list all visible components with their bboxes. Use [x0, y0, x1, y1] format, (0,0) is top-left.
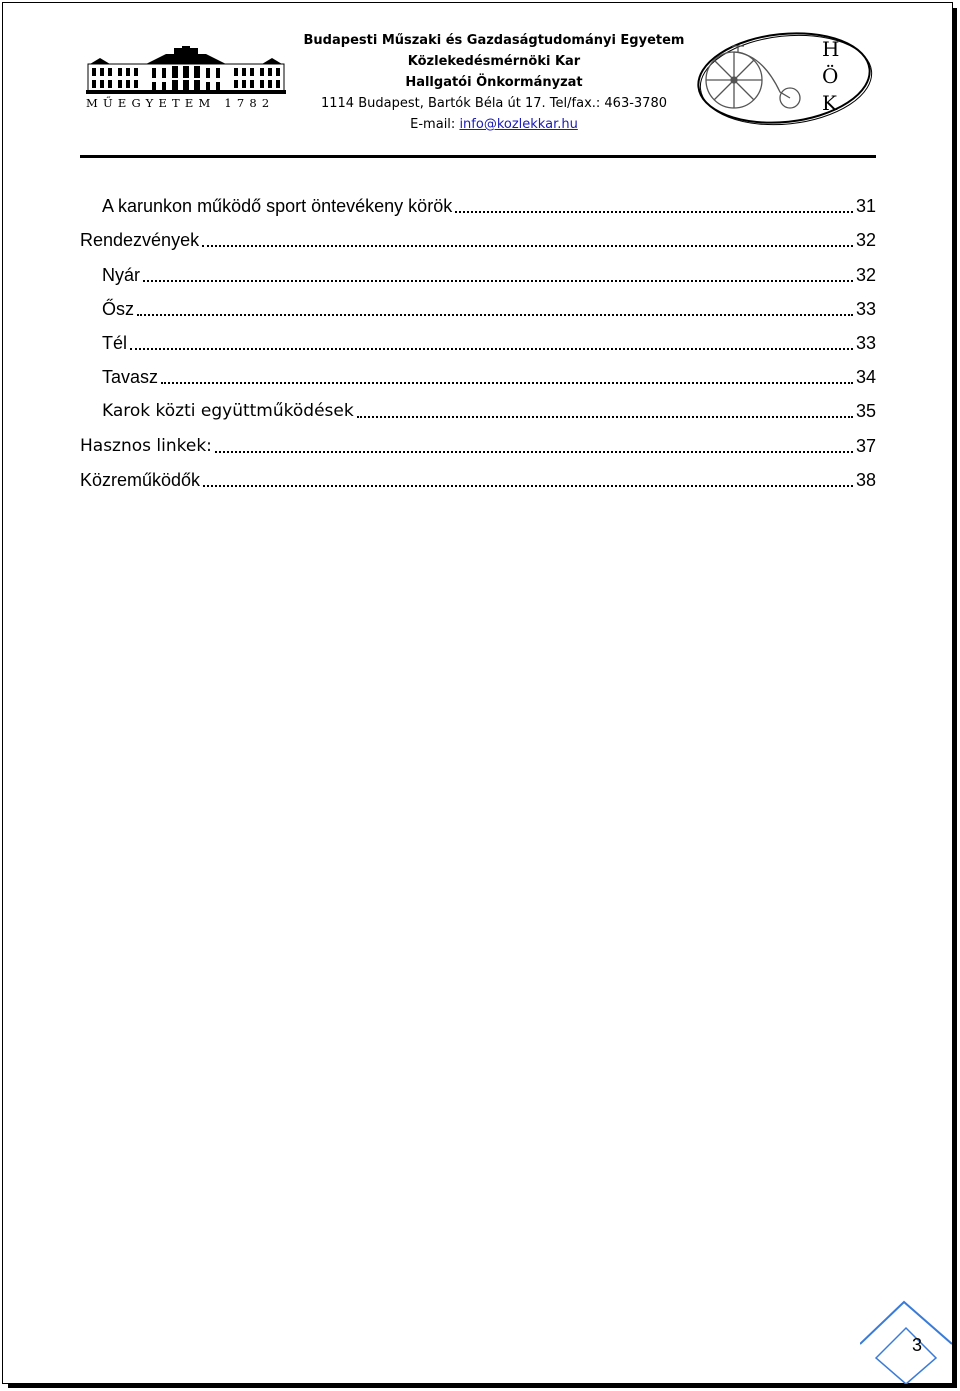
- hok-logo: [692, 28, 874, 130]
- toc-entry-title: A karunkon működő sport öntevékeny körök: [102, 196, 453, 217]
- hok-letter-h: H: [822, 37, 840, 61]
- toc-entry-title: Tavasz: [102, 367, 159, 388]
- organization-info: [294, 30, 694, 135]
- toc-entry-page: 32: [855, 230, 876, 251]
- address: 1114 Budapest, Bartók Béla út 17. Tel/fax.: 463-3780: [320, 96, 667, 111]
- table-of-contents: [80, 183, 876, 491]
- email-label: E-mail:: [410, 117, 456, 132]
- toc-entry[interactable]: [80, 286, 876, 320]
- toc-entry[interactable]: [80, 457, 876, 491]
- toc-entry[interactable]: [80, 354, 876, 388]
- bme-wordmark: MŰEGYETEM 1782: [86, 96, 275, 110]
- toc-entry-page: 34: [855, 367, 876, 388]
- toc-entry-title: Tél: [102, 332, 128, 353]
- toc-entry-title: Karok közti együttműködések: [102, 401, 354, 422]
- toc-entry[interactable]: [80, 320, 876, 354]
- toc-entry-page: 31: [855, 196, 876, 217]
- toc-dot-leader: [357, 408, 853, 418]
- toc-entry[interactable]: [80, 422, 876, 456]
- toc-entry-title: Közreműködők: [80, 469, 201, 490]
- penny-farthing-bicycle-icon: [706, 46, 800, 108]
- toc-entry-title: Hasznos linkek:: [80, 435, 212, 456]
- email-link[interactable]: info@kozlekkar.hu: [459, 117, 578, 132]
- toc-entry[interactable]: [80, 217, 876, 251]
- toc-dot-leader: [137, 306, 853, 316]
- toc-entry[interactable]: [80, 251, 876, 285]
- page-shadow: [953, 8, 957, 1388]
- toc-entry-page: 32: [855, 264, 876, 285]
- page-shadow: [8, 1384, 957, 1388]
- bme-logo: [86, 46, 286, 112]
- toc-entry-page: 38: [855, 469, 876, 490]
- header-divider: [80, 155, 876, 158]
- hok-letter-o: Ö: [822, 64, 839, 88]
- university-building-icon: [86, 46, 286, 94]
- toc-entry[interactable]: [80, 388, 876, 422]
- toc-entry-title: Rendezvények: [80, 230, 200, 251]
- university-name: Budapesti Műszaki és Gazdaságtudományi Egyetem: [303, 33, 685, 48]
- toc-entry-page: 37: [855, 435, 876, 456]
- toc-dot-leader: [215, 443, 853, 453]
- hok-letter-k: K: [822, 91, 837, 115]
- page-number: 3: [911, 1335, 922, 1355]
- letterhead: [0, 0, 960, 160]
- toc-entry-page: 33: [855, 298, 876, 319]
- toc-dot-leader: [161, 374, 853, 384]
- toc-entry-page: 33: [855, 332, 876, 353]
- toc-dot-leader: [203, 477, 853, 487]
- toc-dot-leader: [130, 340, 853, 350]
- toc-entry-page: 35: [855, 401, 876, 422]
- student-union-name: Hallgatói Önkormányzat: [405, 75, 583, 90]
- toc-entry[interactable]: [80, 183, 876, 217]
- faculty-name: Közlekedésmérnöki Kar: [407, 54, 581, 69]
- toc-dot-leader: [143, 272, 853, 282]
- email-line: [294, 114, 694, 135]
- toc-dot-leader: [202, 237, 853, 247]
- toc-entry-title: Nyár: [102, 264, 141, 285]
- toc-entry-title: Ősz: [102, 298, 135, 319]
- toc-dot-leader: [455, 203, 853, 213]
